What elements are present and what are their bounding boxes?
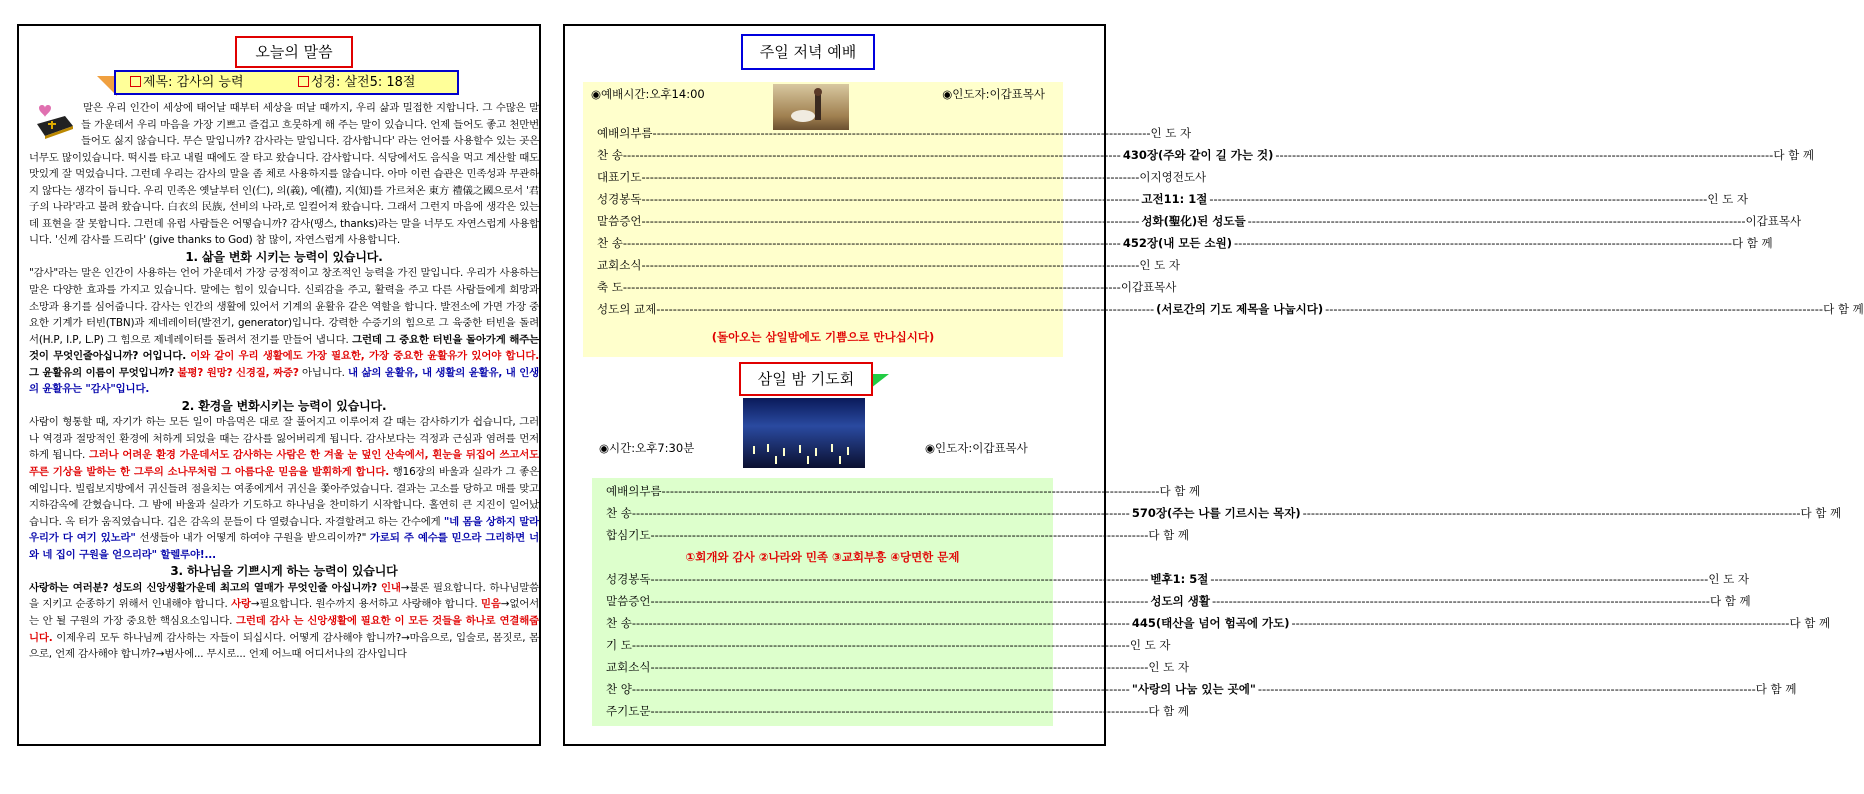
order-item-label: 예배의부름 (606, 484, 662, 498)
order-item-label: 찬 송 (606, 616, 632, 630)
sunday-service-box (583, 82, 1864, 357)
order-row (597, 210, 1802, 232)
sermon-body (29, 100, 539, 663)
dash-leader: ------------------------------------------------------------------------------------------------------------------------ (631, 638, 1130, 652)
dash-leader: ------------------------------------------------------------------------------------------------------------------------ (622, 148, 1121, 162)
order-item-person: 이지영전도사 (1139, 170, 1207, 184)
order-item-person: 인 도 자 (1150, 126, 1192, 140)
dash-leader: ------------------------------------------------------------------------------------------------------------------------ (1247, 214, 1746, 228)
order-row (606, 678, 1797, 700)
sermon-paragraph-4: 사랑하는 여러분? 성도의 신앙생활가운데 최고의 열매가 무엇인줄 아십니까? 인내→불론 필요합니다. 하나님말씀을 지키고 순종하기 위해서 인내해야 합니다. 사랑→필요합니다. 원수까지 용서하고 사랑해야 합니다. 믿음→없어서는 안 될 구원의 가장 중요한 핵심요소입니다. 그런데 감사 는 신앙생활에 필요한 이 모든 것들을 하나로 연결해줍니다. 이제우리 모두 하나님께 감사하는 자들이 되십시다. 어떻게 감사해야 합니까?→마음으로, 입술로, 몸짓로, 몸으로, 언제 감사해야 합니까?→범사에... 무시로... 언제 어느때 어디서나의 감사입니다 (29, 581, 540, 661)
order-row (606, 612, 1831, 634)
scripture-label: 성경: 살전5: 18절 (310, 75, 416, 90)
order-row (606, 502, 1842, 524)
dash-leader: ------------------------------------------------------------------------------------------------------------------------ (650, 704, 1149, 718)
order-item-label: 주기도문 (606, 704, 651, 718)
order-row (606, 656, 1190, 678)
order-item-detail: 430장(주와 같이 길 가는 것) (1122, 148, 1274, 162)
order-item-label: 성도의 교제 (597, 302, 657, 316)
dash-leader: ------------------------------------------------------------------------------------------------------------------------ (650, 572, 1149, 586)
order-row (606, 634, 1171, 656)
dash-leader: ------------------------------------------------------------------------------------------------------------------------ (1234, 236, 1732, 250)
dash-leader: ------------------------------------------------------------------------------------------------------------------------ (622, 280, 1121, 294)
order-item-label: 찬 양 (606, 682, 632, 696)
wednesday-order-list-2 (606, 568, 1831, 722)
sermon-paragraph-2: "감사"라는 말은 인간이 사용하는 언어 가운데서 가장 긍정적이고 창조적인 능력을 가진 말입니다. 우리가 사용하는 말은 다양한 효과를 가지고 있습니다. 말에는 힘이 있습니다. 신뢰감을 주고, 활력을 주고 다른 사람들에게 희망과 소망과 용기를 심어줍니다. 감사는 인간의 생활에 있어서 기계의 윤활유 같은 역할을 합니다. 발전소에 가면 가장 중요한 기계가 터빈(TBN)과 제네레이터(발전기, generator)입니다. 강력한 수증기의 힘으로 그 육중한 터빈을 돌려서(H.P, I.P, L.P) 그 힘으로 제네레이터를 돌려서 전기를 만들어 냅니다. 그런데 그 중요한 터빈을 돌아가게 해주는것이 무엇인줄아십니까? 어입니다. 이와 같이 우리 생활에도 가장 필요한, 가장 중요한 윤활유가 있어야 합니다. 그 윤활유의 이름이 무엇입니까? 불평? 원망? 신경질, 짜증? 아닙니다. 내 삶의 윤활유, 내 생활의 윤활유, 내 인생의 윤활유는 "감사"입니다. (29, 267, 540, 396)
order-item-label: 말씀증언 (606, 594, 651, 608)
order-item-detail: (서로간의 기도 제목을 나눕시다) (1156, 302, 1324, 316)
dash-leader: ------------------------------------------------------------------------------------------------------------------------ (1275, 148, 1774, 162)
order-row (597, 166, 1207, 188)
sermon-heading-3: 3. 하나님을 기쁘시게 하는 능력이 있습니다 (170, 564, 398, 579)
order-row (597, 144, 1814, 166)
sermon-subject-bar (114, 70, 459, 95)
order-item-person: 다 함 께 (1789, 616, 1831, 630)
sunday-order-list (597, 122, 1864, 320)
checkbox-square-icon (298, 76, 309, 87)
dash-leader: ------------------------------------------------------------------------------------------------------------------------ (656, 302, 1155, 316)
order-item-label: 예배의부름 (597, 126, 653, 140)
wednesday-service-title: 삼일 밤 기도회 (739, 362, 873, 396)
prayer-topics: ①회개와 감사 ②나라와 민족 ③교회부흥 ④당면한 문제 (685, 550, 960, 564)
dash-leader: ------------------------------------------------------------------------------------------------------------------------ (641, 170, 1140, 184)
order-row (606, 524, 1190, 546)
order-item-label: 찬 송 (597, 148, 623, 162)
order-item-person: 인 도 자 (1139, 258, 1181, 272)
dash-leader: ------------------------------------------------------------------------------------------------------------------------ (631, 682, 1130, 696)
order-item-label: 찬 송 (606, 506, 632, 520)
order-item-person: 인 도 자 (1148, 660, 1190, 674)
order-item-person: 이갑표목사 (1745, 214, 1802, 228)
order-item-label: 합심기도 (606, 528, 651, 542)
dash-leader: ------------------------------------------------------------------------------------------------------------------------ (650, 660, 1149, 674)
order-item-person: 인 도 자 (1707, 192, 1748, 206)
order-item-person: 다 함 께 (1773, 148, 1814, 162)
order-item-label: 축 도 (597, 280, 623, 294)
dash-leader: ------------------------------------------------------------------------------------------------------------------------ (650, 528, 1149, 542)
order-row (606, 480, 1201, 502)
order-row (597, 254, 1181, 276)
order-item-detail: 고전11: 1절 (1141, 192, 1208, 206)
order-item-label: 교회소식 (606, 660, 651, 674)
dash-leader: ------------------------------------------------------------------------------------------------------------------------ (641, 192, 1140, 206)
order-row (597, 122, 1192, 144)
order-item-detail: 452장(내 모든 소원) (1122, 236, 1233, 250)
order-item-person: 다 함 께 (1755, 682, 1797, 696)
todays-word-panel (17, 24, 541, 746)
dash-leader: ------------------------------------------------------------------------------------------------------------------------ (1302, 506, 1801, 520)
order-item-person: 인 도 자 (1129, 638, 1171, 652)
order-item-label: 성경봉독 (606, 572, 651, 586)
wednesday-flag-icon (871, 374, 889, 388)
order-item-person: 다 함 께 (1148, 528, 1190, 542)
order-row (606, 590, 1751, 612)
order-item-label: 대표기도 (597, 170, 642, 184)
todays-word-title: 오늘의 말씀 (235, 36, 353, 68)
wednesday-leader: ◉인도자:이갑표목사 (925, 441, 1028, 455)
sermon-heading-2: 2. 환경을 변화시키는 능력이 있습니다. (181, 398, 387, 413)
dash-leader: ------------------------------------------------------------------------------------------------------------------------ (1325, 302, 1824, 316)
order-item-detail: 445(태산을 넘어 험곡에 가도) (1131, 616, 1290, 630)
dash-leader: ------------------------------------------------------------------------------------------------------------------------ (1257, 682, 1756, 696)
sermon-intro-paragraph: 말은 우리 인간이 세상에 태어날 때부터 세상을 떠날 때까지, 우리 삶과 밀접한 지합니다. 그 수많은 말들 가운데서 우리 마음을 가장 기쁘고 즐겁고 흐뭇하게 해 주는 말이 있습니다. 언제 들어도 좋고 천만번 들어도 싫지 않습니다. 무슨 말입니까? 감사라는 말입니다. 감사합니다' 라는 언어를 사용할수 있는 곳은 너무도 많이있습니다. 떡시를 타고 내릴 때에도 잘 타고 왔습니다. 감사합니다. 식당에서도 음식을 먹고 계산할 때도 맛있게 잘 먹었습니다. 그런데 우리는 감사의 말을 좀 체로 사용하지를 않습니다. 아마 이런 습관은 민족성과 무관하지 않다는 생각이 듭니다. 우리 민족은 옛날부터 인(仁), 의(義), 예(禮), 지(知)를 가르쳐온 東方 禮儀之國으로서 '君子의 나라'라고 불려 왔습니다. 白衣의 民族, 선비의 나라,로 일컬어져 왔습니다. 그래서 그런지 마음에 생각은 있는데 표현을 잘 못합니다. 그런데 유럽 사람들은 어떻습니까? 감사(땡스, thanks)라는 말을 너무도 자연스럽게 사용합니다. '신께 감사를 드리다' (give thanks to God) 참 많이, 자연스럽게 사용합니다. (29, 102, 539, 247)
order-row (606, 700, 1190, 722)
order-item-label: 찬 송 (597, 236, 623, 250)
order-item-label: 교회소식 (597, 258, 642, 272)
dash-leader: ------------------------------------------------------------------------------------------------------------------------ (650, 594, 1149, 608)
order-row (597, 276, 1177, 298)
order-item-label: 기 도 (606, 638, 632, 652)
dash-leader: ------------------------------------------------------------------------------------------------------------------------ (1211, 594, 1710, 608)
order-item-detail: 성도의 생활 (1150, 594, 1210, 608)
sunday-notice: (돌아오는 삼일밤에도 기쁨으로 만나십시다) (711, 330, 935, 344)
order-row (597, 188, 1748, 210)
order-item-detail: 570장(주는 나를 기르시는 목자) (1131, 506, 1301, 520)
order-item-person: 다 함 께 (1823, 302, 1864, 316)
dash-leader: ------------------------------------------------------------------------------------------------------------------------ (1210, 572, 1709, 586)
sunday-service-title: 주일 저녁 예배 (741, 34, 875, 70)
dash-leader: ------------------------------------------------------------------------------------------------------------------------ (1291, 616, 1790, 630)
sermon-heading-1: 1. 삶을 변화 시키는 능력이 있습니다. (185, 249, 383, 264)
order-item-person: 다 함 께 (1148, 704, 1190, 718)
order-item-person: 인 도 자 (1708, 572, 1749, 586)
dash-leader: ------------------------------------------------------------------------------------------------------------------------ (661, 484, 1160, 498)
order-row (606, 568, 1749, 590)
order-item-person: 다 함 께 (1159, 484, 1201, 498)
bible-heart-icon (31, 102, 75, 142)
dash-leader: ------------------------------------------------------------------------------------------------------------------------ (641, 258, 1140, 272)
candle-field-photo (743, 398, 865, 468)
order-item-person: 다 함 께 (1709, 594, 1751, 608)
wednesday-service-box (592, 478, 1842, 726)
dash-leader: ------------------------------------------------------------------------------------------------------------------------ (631, 616, 1130, 630)
order-item-detail: "사랑의 나눔 있는 곳에" (1131, 682, 1256, 696)
wednesday-order-list-1 (606, 480, 1842, 546)
sunday-time: ◉예배시간:오후14:00 (591, 87, 705, 101)
order-item-label: 성경봉독 (597, 192, 642, 206)
sermon-paragraph-3: 사람이 형통할 때, 자기가 하는 모든 일이 마음먹은 대로 잘 풀어지고 이루어져 갈 때는 감사하기가 쉽습니다, 그러나 역경과 절망적인 환경에 처하게 되었을 때는 감사를 잃어버리게 됩니다. 감사보다는 걱정과 근심과 염려를 먼저 하게 됩니다. 그러나 어려운 환경 가운데서도 감사하는 사람은 한 겨울 눈 덮인 산속에서, 흰눈을 뒤집어 쓰고서도 푸른 기상을 발하는 한 그루의 소나무처럼 그 아름다운 믿음을 발휘하게 합니다. 행16장의 바울과 실라가 그 좋은 예입니다. 빌립보지방에서 귀신들려 점을치는 여종에게서 귀신을 쫓아주었습니다. 결과는 고소를 당하고 매를 맞고 지하감옥에 갇혔습니다. 그 밤에 바울과 실라가 기도하고 하나님을 찬미하기 시작합니다. 홀연히 큰 지진이 일어났습니다. 옥 터가 움직였습니다. 깁은 감옥의 문들이 다 열렸습니다. 자결할려고 하는 간수에게 "네 몸을 상하지 말라 우리가 다 여기 있노라" 선생들아 내가 어떻게 하여야 구원을 받으리이까?" 가로되 주 예수를 믿으라 그리하면 너와 네 집이 구원을 얻으리라" 할렐루야!... (29, 416, 539, 561)
order-row (597, 232, 1773, 254)
order-item-person: 다 함 께 (1732, 236, 1773, 250)
checkbox-square-icon (130, 76, 141, 87)
dash-leader: ------------------------------------------------------------------------------------------------------------------------ (652, 126, 1151, 140)
order-item-person: 이갑표목사 (1120, 280, 1177, 294)
order-item-detail: 성화(聖化)된 성도들 (1141, 214, 1246, 228)
subject-label: 제목: 감사의 능력 (143, 75, 244, 90)
sunday-leader: ◉인도자:이갑표목사 (942, 87, 1045, 101)
order-item-person: 다 함 께 (1800, 506, 1842, 520)
dash-leader: ------------------------------------------------------------------------------------------------------------------------ (622, 236, 1121, 250)
dash-leader: ------------------------------------------------------------------------------------------------------------------------ (641, 214, 1140, 228)
wednesday-time: ◉시간:오후7:30분 (599, 441, 695, 455)
order-row (597, 298, 1864, 320)
dash-leader: ------------------------------------------------------------------------------------------------------------------------ (1209, 192, 1708, 206)
order-item-label: 말씀증언 (597, 214, 642, 228)
dash-leader: ------------------------------------------------------------------------------------------------------------------------ (631, 506, 1130, 520)
service-order-panel (563, 24, 1864, 746)
order-item-detail: 벧후1: 5절 (1150, 572, 1209, 586)
